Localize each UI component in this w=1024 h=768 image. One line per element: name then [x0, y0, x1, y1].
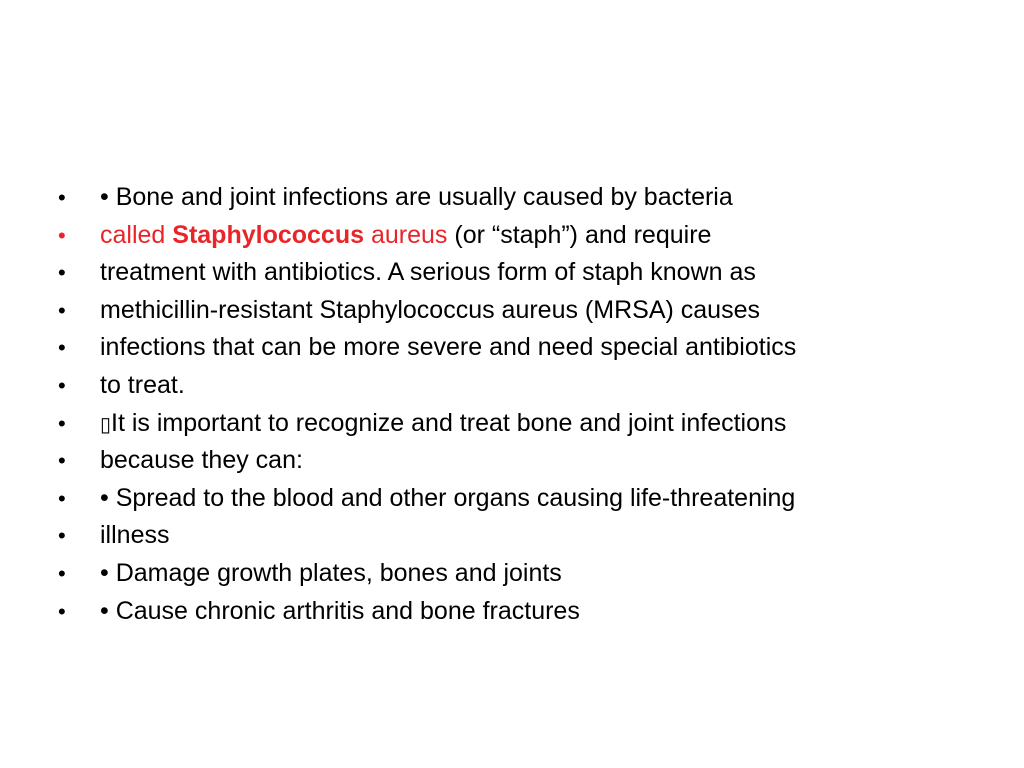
bullet-line-1 — [58, 179, 796, 217]
bullet-list — [58, 179, 796, 630]
bullet-dot: • — [58, 448, 66, 474]
aureus-text: aureus — [370, 220, 448, 249]
bullet-line-12 — [58, 593, 796, 631]
line-text: treatment with antibiotics. A serious form of staph known as — [100, 258, 756, 287]
bullet-line-6 — [58, 367, 796, 405]
bullet-dot: • — [58, 222, 66, 248]
bullet-dot: • — [58, 297, 66, 323]
bullet-line-8 — [58, 442, 796, 480]
line-text: • Cause chronic arthritis and bone fractures — [100, 596, 580, 625]
bullet-dot: • — [58, 560, 66, 586]
bullet-dot: • — [58, 523, 66, 549]
bullet-line-4 — [58, 292, 796, 330]
bullet-dot: • — [58, 260, 66, 286]
line-text: because they can: — [100, 446, 303, 475]
missing-glyph-icon: ▯ — [100, 413, 112, 436]
line-text: • Bone and joint infections are usually caused by bacteria — [100, 183, 733, 211]
line-text: infections that can be more severe and need special antibiotics — [100, 333, 797, 362]
bullet-dot: • — [58, 185, 66, 210]
line-text-main: It is important to recognize and treat bone and joint infections — [111, 408, 787, 437]
line-text: • Spread to the blood and other organs causing life-threatening — [100, 483, 796, 512]
bullet-dot: • — [58, 485, 66, 511]
line-text: • Damage growth plates, bones and joints — [100, 558, 562, 587]
bullet-line-7 — [58, 405, 796, 443]
line-text: illness — [100, 521, 170, 550]
bullet-line-9 — [58, 480, 796, 518]
bullet-dot: • — [58, 335, 66, 361]
bullet-line-10 — [58, 517, 796, 555]
staphylococcus-text: Staphylococcus — [172, 220, 365, 249]
line-text: to treat. — [100, 370, 185, 399]
line-text: methicillin-resistant Staphylococcus aureus (MRSA) causes — [100, 295, 760, 324]
bullet-line-11 — [58, 555, 796, 593]
called-text: called — [100, 220, 166, 249]
line-text — [100, 405, 786, 445]
bullet-dot: • — [58, 372, 66, 398]
line-rest-text: (or “staph”) and require — [447, 220, 712, 249]
bullet-line-5 — [58, 329, 796, 367]
line-text — [100, 217, 711, 255]
bullet-line-3 — [58, 254, 796, 292]
bullet-dot: • — [58, 598, 66, 624]
bullet-line-2 — [58, 217, 796, 255]
bullet-dot: • — [58, 410, 66, 436]
